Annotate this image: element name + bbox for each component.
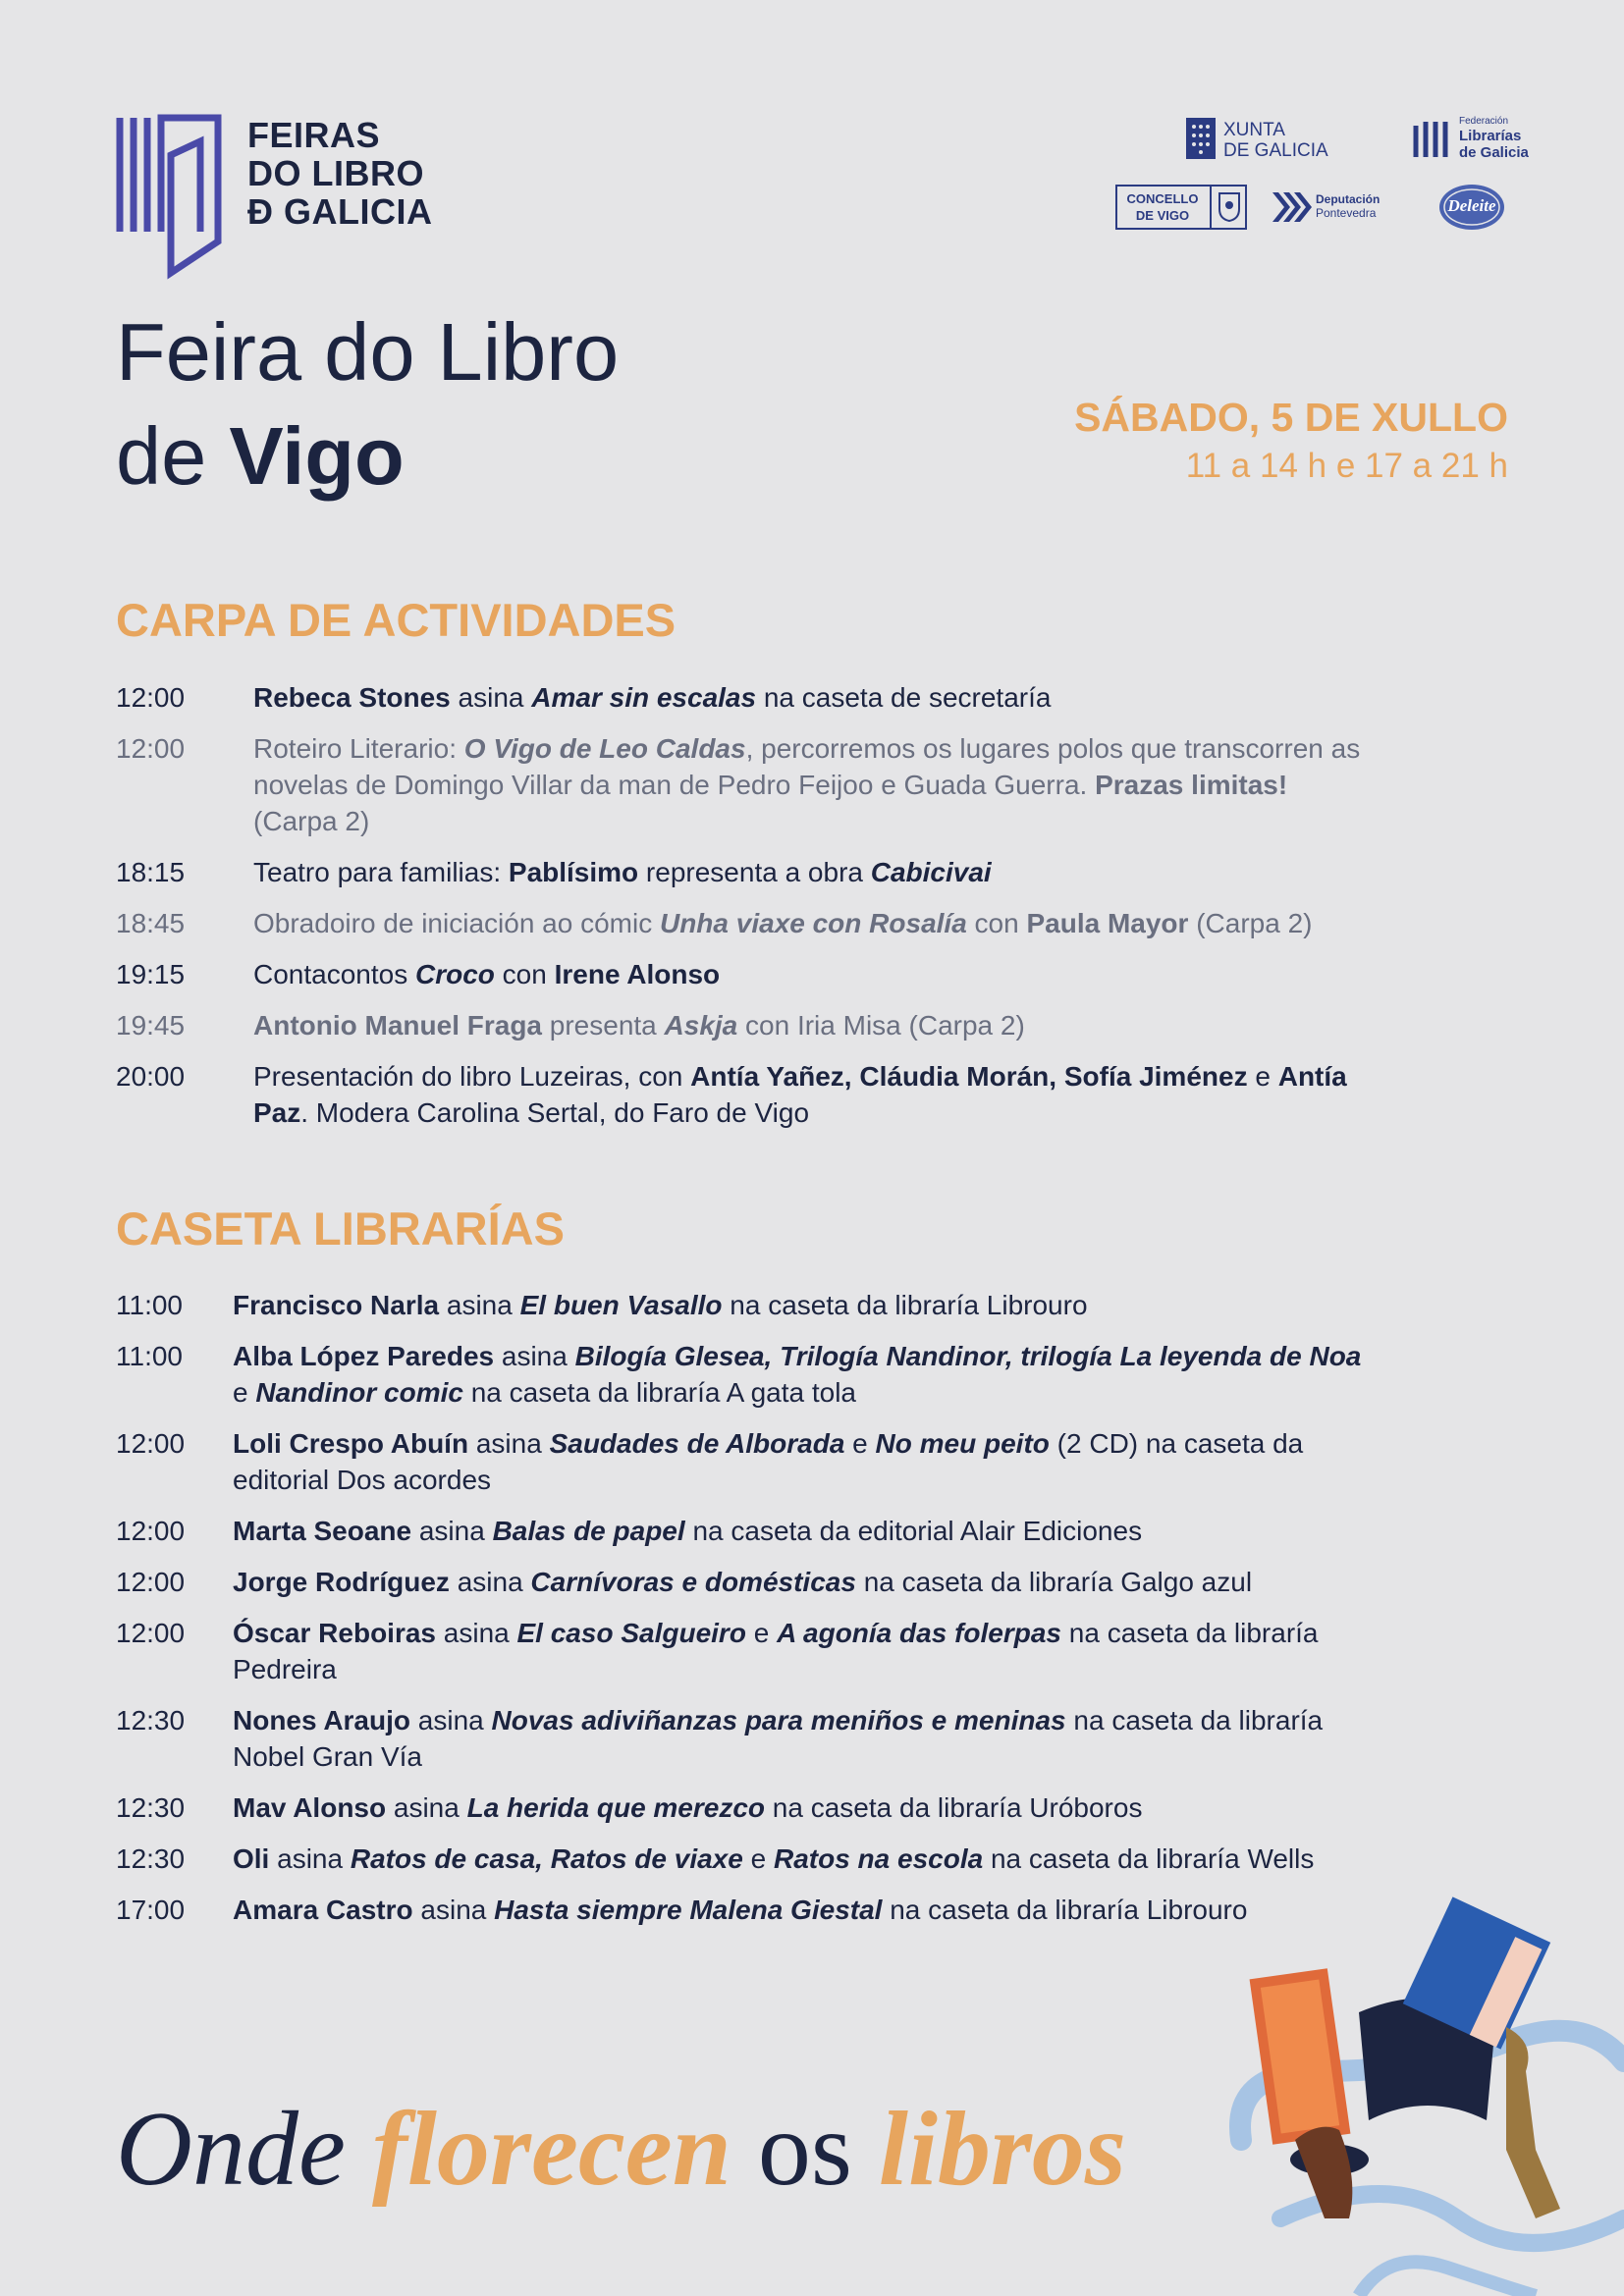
concello-de-vigo-logo	[1115, 185, 1247, 230]
plain-text: presenta	[542, 1010, 665, 1041]
title-text: Hasta siempre Malena Giestal	[494, 1895, 883, 1925]
caseta-row	[116, 1789, 1373, 1826]
plain-text: , percorremos os lugares polos que transcorren as novelas de Domingo Villar da man de Pedro Feijoo e Guada Guerra.	[253, 733, 1361, 800]
plain-text: con Iria Misa (Carpa 2)	[737, 1010, 1025, 1041]
carpa-row	[116, 1007, 1373, 1043]
title-text: Askja	[664, 1010, 738, 1041]
name-text: Rebeca Stones	[253, 682, 451, 713]
title-text: A agonía das folerpas	[777, 1618, 1061, 1648]
title-text: Amar sin escalas	[531, 682, 757, 713]
carpa-schedule	[116, 679, 1373, 1146]
plain-text: na caseta de secretaría	[756, 682, 1052, 713]
event-description	[253, 854, 1373, 890]
event-time: 20:00	[116, 1061, 186, 1092]
caseta-row	[116, 1338, 1373, 1411]
carpa-row	[116, 1058, 1373, 1131]
name-text: Pablísimo	[508, 857, 639, 887]
name-text: Mav Alonso	[233, 1792, 387, 1823]
page-title	[116, 300, 619, 508]
caseta-schedule	[116, 1287, 1373, 1943]
event-description	[253, 905, 1373, 941]
title-text: Bilogía Glesea, Trilogía Nandinor, trilogía La leyenda de Noa	[574, 1341, 1362, 1371]
plain-text: representa a obra	[638, 857, 871, 887]
name-text: Loli Crespo Abuín	[233, 1428, 469, 1459]
title-text: Balas de papel	[492, 1516, 685, 1546]
caseta-row	[116, 1287, 1373, 1323]
name-text: Prazas limitas!	[1095, 770, 1288, 800]
carpa-row	[116, 679, 1373, 716]
books-hands-illustration	[1212, 1895, 1624, 2296]
event-time: 11:00	[116, 1341, 183, 1371]
plain-text: na caseta da libraría Uróboros	[765, 1792, 1143, 1823]
event-description	[233, 1702, 1373, 1775]
name-text: Alba López Paredes	[233, 1341, 495, 1371]
plain-text: con	[494, 959, 555, 989]
caseta-row	[116, 1564, 1373, 1600]
plain-text: con	[966, 908, 1027, 938]
federacion-line-1: Federación	[1459, 116, 1509, 127]
plain-text: e	[745, 1618, 778, 1648]
title-text: Saudades de Alborada	[549, 1428, 845, 1459]
plain-text: Roteiro Literario:	[253, 733, 464, 764]
section-title-carpa: CARPA DE ACTIVIDADES	[116, 594, 677, 646]
feiras-do-libro-logo-text	[247, 116, 433, 231]
event-time: 18:45	[116, 908, 186, 938]
title-text: Novas adiviñanzas para meniños e meninas	[491, 1705, 1066, 1735]
plain-text: asina	[468, 1428, 550, 1459]
deleite-label: Deleite	[1447, 196, 1496, 215]
caseta-row	[116, 1615, 1373, 1687]
event-description	[233, 1892, 1373, 1928]
logo-line-1: FEIRAS	[247, 115, 381, 155]
event-description	[233, 1841, 1373, 1877]
plain-text: asina	[494, 1341, 575, 1371]
title-city: Vigo	[229, 410, 405, 502]
title-line-1: Feira do Libro	[116, 306, 620, 398]
plain-text: e	[844, 1428, 876, 1459]
federacion-bars-icon	[1412, 118, 1451, 159]
event-description	[253, 679, 1373, 716]
title-text: El caso Salgueiro	[516, 1618, 746, 1648]
plain-text: Contacontos	[253, 959, 415, 989]
slogan-word-2: florecen	[371, 2091, 731, 2208]
event-description	[233, 1425, 1373, 1498]
plain-text: Presentación do libro Luzeiras, con	[253, 1061, 691, 1092]
plain-text: e	[233, 1377, 256, 1408]
partner-logos	[1115, 116, 1529, 234]
carpa-row	[116, 730, 1373, 839]
vigo-crest-icon	[1218, 191, 1241, 223]
slogan-word-3: os	[757, 2091, 852, 2208]
title-text: O Vigo de Leo Caldas	[463, 733, 746, 764]
caseta-row	[116, 1892, 1373, 1928]
concello-line-2: DE VIGO	[1135, 208, 1190, 223]
plain-text: na caseta da libraría Nobel Gran Vía	[233, 1705, 1324, 1772]
name-text: Paula Mayor	[1026, 908, 1189, 938]
plain-text: na caseta da libraría Pedreira	[233, 1618, 1319, 1684]
title-text: Carnívoras e domésticas	[530, 1567, 856, 1597]
logo-line-3: Ð GALICIA	[247, 191, 433, 232]
event-description	[233, 1287, 1373, 1323]
event-description	[253, 1058, 1373, 1131]
event-description	[233, 1513, 1373, 1549]
plain-text: asina	[411, 1516, 493, 1546]
event-date: SÁBADO, 5 DE XULLO	[1074, 395, 1508, 440]
plain-text: e	[1247, 1061, 1278, 1092]
deputacion-arrows-icon	[1272, 192, 1312, 222]
event-time: 12:00	[116, 682, 186, 713]
caseta-row	[116, 1425, 1373, 1498]
name-text: Antonio Manuel Fraga	[253, 1010, 542, 1041]
section-title-caseta: CASETA LIBRARÍAS	[116, 1202, 565, 1255]
event-description	[233, 1789, 1373, 1826]
title-text: Croco	[415, 959, 495, 989]
event-time: 12:00	[116, 1428, 186, 1459]
name-text: Amara Castro	[233, 1895, 413, 1925]
plain-text: asina	[410, 1705, 492, 1735]
deleite-logo	[1437, 183, 1506, 232]
xunta-line-2: DE GALICIA	[1223, 140, 1328, 161]
xunta-line-1: XUNTA	[1223, 120, 1285, 140]
plain-text: asina	[439, 1290, 520, 1320]
plain-text: na caseta da libraría Librouro	[882, 1895, 1248, 1925]
event-time: 18:15	[116, 857, 186, 887]
event-time: 12:00	[116, 1516, 186, 1546]
title-prefix: de	[116, 410, 230, 502]
title-text: La herida que merezco	[466, 1792, 766, 1823]
concello-line-1: CONCELLO	[1126, 191, 1199, 206]
title-text: No meu peito	[875, 1428, 1050, 1459]
plain-text: asina	[436, 1618, 517, 1648]
plain-text: (Carpa 2)	[253, 806, 370, 836]
event-time: 17:00	[116, 1895, 186, 1925]
plain-text: . Modera Carolina Sertal, do Faro de Vigo	[300, 1097, 810, 1128]
plain-text: Teatro para familias:	[253, 857, 509, 887]
event-time: 12:00	[116, 1618, 186, 1648]
event-time: 12:30	[116, 1792, 186, 1823]
name-text: Oli	[233, 1843, 270, 1874]
event-time: 12:30	[116, 1843, 186, 1874]
event-time: 12:00	[116, 1567, 186, 1597]
name-text: Marta Seoane	[233, 1516, 412, 1546]
deputacion-line-1: Deputación	[1316, 192, 1380, 206]
title-text: El buen Vasallo	[519, 1290, 723, 1320]
plain-text: na caseta da libraría Galgo azul	[855, 1567, 1253, 1597]
name-text: Irene Alonso	[554, 959, 721, 989]
title-line-2	[116, 404, 619, 508]
plain-text: asina	[269, 1843, 351, 1874]
slogan-word-1: Onde	[116, 2091, 346, 2208]
caseta-row	[116, 1513, 1373, 1549]
name-text: Nones Araujo	[233, 1705, 410, 1735]
plain-text: (Carpa 2)	[1188, 908, 1313, 938]
plain-text: e	[742, 1843, 774, 1874]
title-text: Ratos de casa, Ratos de viaxe	[350, 1843, 743, 1874]
plain-text: na caseta da libraría Wells	[983, 1843, 1315, 1874]
federacion-line-2: Librarías	[1459, 128, 1522, 144]
name-text: Antía Paz	[253, 1061, 1347, 1128]
plain-text: asina	[386, 1792, 467, 1823]
feiras-do-libro-logo-mark	[116, 114, 226, 281]
title-text: Cabicivai	[870, 857, 992, 887]
caseta-row	[116, 1841, 1373, 1877]
plain-text: na caseta da editorial Alair Ediciones	[684, 1516, 1143, 1546]
deputacion-line-2: Pontevedra	[1316, 206, 1377, 220]
carpa-row	[116, 905, 1373, 941]
name-text: Jorge Rodríguez	[233, 1567, 450, 1597]
xunta-shield-icon	[1186, 118, 1216, 159]
event-time: 12:30	[116, 1705, 186, 1735]
event-description	[253, 730, 1373, 839]
carpa-row	[116, 956, 1373, 992]
event-hours: 11 a 14 h e 17 a 21 h	[1185, 447, 1508, 485]
event-time: 12:00	[116, 733, 186, 764]
plain-text: Obradoiro de iniciación ao cómic	[253, 908, 660, 938]
plain-text: asina	[450, 682, 532, 713]
title-text: Unha viaxe con Rosalía	[659, 908, 967, 938]
logo-line-2: DO LIBRO	[247, 153, 424, 193]
event-time: 19:45	[116, 1010, 186, 1041]
event-description	[253, 956, 1373, 992]
event-date-block	[1074, 391, 1508, 489]
name-text: Óscar Reboiras	[233, 1618, 436, 1648]
caseta-row	[116, 1702, 1373, 1775]
title-text: Ratos na escola	[773, 1843, 984, 1874]
event-description	[233, 1615, 1373, 1687]
plain-text: (2 CD) na caseta da editorial Dos acordes	[233, 1428, 1304, 1495]
slogan	[116, 2081, 1126, 2218]
plain-text: asina	[449, 1567, 531, 1597]
slogan-word-4: libros	[878, 2091, 1126, 2208]
plain-text: asina	[412, 1895, 495, 1925]
event-time: 11:00	[116, 1290, 183, 1320]
title-text: Nandinor comic	[255, 1377, 463, 1408]
carpa-row	[116, 854, 1373, 890]
federacion-line-3: de Galicia	[1459, 144, 1529, 161]
event-description	[253, 1007, 1373, 1043]
event-time: 19:15	[116, 959, 186, 989]
plain-text: na caseta da libraría Librouro	[722, 1290, 1088, 1320]
name-text: Antía Yañez, Cláudia Morán, Sofía Jiménez	[690, 1061, 1248, 1092]
event-description	[233, 1338, 1373, 1411]
event-description	[233, 1564, 1373, 1600]
plain-text: na caseta da libraría A gata tola	[462, 1377, 857, 1408]
name-text: Francisco Narla	[233, 1290, 440, 1320]
